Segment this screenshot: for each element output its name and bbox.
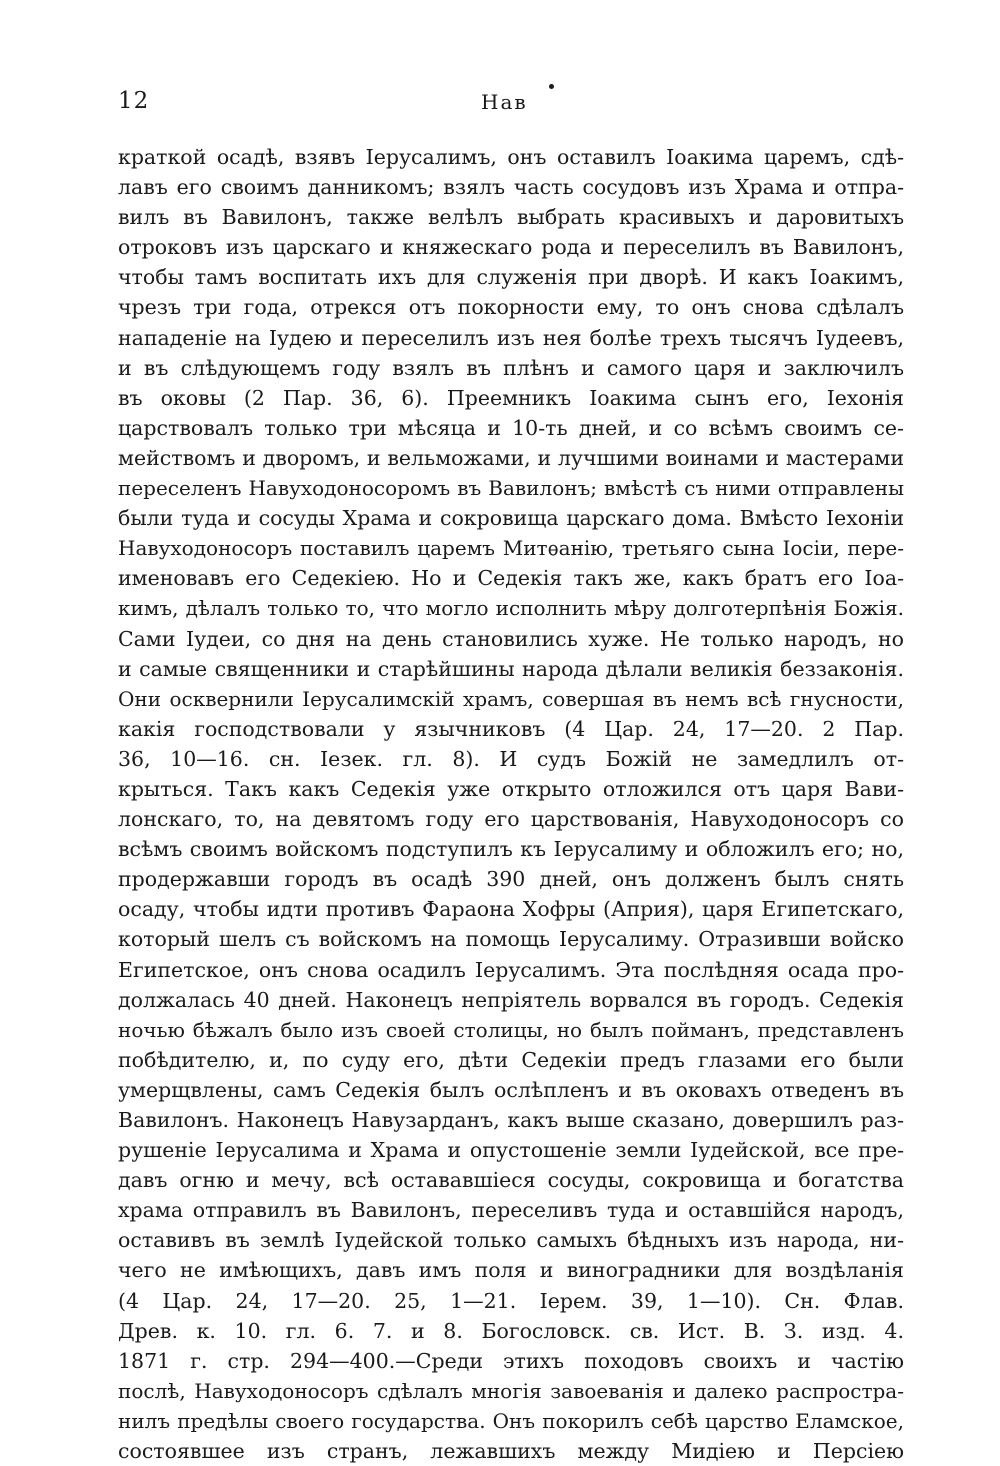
text-line: 36, 10—16. сн. Іезек. гл. 8). И судъ Божій не замедлилъ от- [118, 746, 904, 771]
page-number: 12 [118, 88, 150, 114]
text-line: ночью бѣжалъ было изъ своей столицы, но былъ пойманъ, представленъ [118, 1017, 904, 1042]
text-line: Они осквернили Іерусалимскій храмъ, совершая въ немъ всѣ гнусности, [118, 686, 904, 711]
text-line: какія господствовали у язычниковъ (4 Цар. 24, 17—20. 2 Пар. [118, 716, 904, 741]
text-line: всѣмъ своимъ войскомъ подступилъ къ Іерусалиму и обложилъ его; но, [118, 837, 904, 862]
text-line: храма отправилъ въ Вавилонъ, переселивъ туда и оставшійся народъ, [118, 1198, 904, 1223]
text-line: мействомъ и дворомъ, и вельможами, и лучшими воинами и мастерами [118, 445, 904, 470]
text-line: нилъ предѣлы своего государства. Онъ покорилъ себѣ царство Еламское, [118, 1408, 904, 1433]
ink-speck [549, 84, 554, 89]
text-line: чтобы тамъ воспитать ихъ для служенія при дворѣ. И какъ Іоакимъ, [118, 265, 904, 290]
text-line: должалась 40 дней. Наконецъ непріятель ворвался въ городъ. Седекія [118, 987, 904, 1012]
text-line: рушеніе Іерусалима и Храма и опустошеніе земли Іудейской, все пре- [118, 1138, 904, 1163]
text-line: чрезъ три года, отрекся отъ покорности ему, то онъ снова сдѣлалъ [118, 295, 904, 320]
text-line: нападеніе на Іудею и переселилъ изъ нея болѣе трехъ тысячъ Іудеевъ, [118, 325, 904, 350]
text-line: оставивъ въ землѣ Іудейской только самыхъ бѣдныхъ изъ народа, ни- [118, 1228, 904, 1253]
text-line: были туда и сосуды Храма и сокровища царскаго дома. Вмѣсто Іехоніи [118, 506, 904, 531]
text-line: крыться. Такъ какъ Седекія уже открыто отложился отъ царя Вави- [118, 776, 904, 801]
text-line: который шелъ съ войскомъ на помощь Іерусалиму. Отразивши войско [118, 927, 904, 952]
text-line: въ оковы (2 Пар. 36, 6). Преемникъ Іоакима сынъ его, Іехонія [118, 385, 904, 410]
text-line: побѣдителю, и, по суду его, дѣти Седекіи предъ глазами его были [118, 1047, 904, 1072]
text-line: послѣ, Навуходоносоръ сдѣлалъ многія завоеванія и далеко распростра- [118, 1378, 904, 1403]
text-line: вилъ въ Вавилонъ, также велѣлъ выбрать красивыхъ и даровитыхъ [118, 205, 904, 230]
text-line: царствовалъ только три мѣсяца и 10-ть дней, и со всѣмъ своимъ се- [118, 415, 904, 440]
text-line: умерщвлены, самъ Седекія былъ ослѣпленъ и въ оковахъ отведенъ въ [118, 1077, 904, 1102]
text-line: состоявшее изъ странъ, лежавшихъ между Мидіею и Персіею [118, 1439, 904, 1464]
body-text [118, 142, 904, 1466]
text-line: лонскаго, то, на девятомъ году его царствованія, Навуходоносоръ со [118, 807, 904, 832]
text-line: (4 Цар. 24, 17—20. 25, 1—21. Іерем. 39, 1—10). Сн. Флав. [118, 1288, 904, 1313]
text-line: переселенъ Навуходоносоромъ въ Вавилонъ; вмѣстѣ съ ними отправлены [118, 476, 904, 501]
text-line: Египетское, онъ снова осадилъ Іерусалимъ. Эта послѣдняя осада про- [118, 957, 904, 982]
text-line: и въ слѣдующемъ году взялъ въ плѣнъ и самого царя и заключилъ [118, 355, 904, 380]
text-line: 1871 г. стр. 294—400.—Среди этихъ походовъ своихъ и частію [118, 1348, 904, 1373]
text-line: отроковъ изъ царскаго и княжескаго рода и переселилъ въ Вавилонъ, [118, 235, 904, 260]
text-line: чего не имѣющихъ, давъ имъ поля и виноградники для воздѣланія [118, 1258, 904, 1283]
text-line: Древ. к. 10. гл. 6. 7. и 8. Богословск. св. Ист. В. З. изд. 4. [118, 1318, 904, 1343]
text-line: именовавъ его Седекіею. Но и Седекія такъ же, какъ братъ его Іоа- [118, 566, 904, 591]
text-line: продержавши городъ въ осадѣ 390 дней, онъ долженъ былъ снять [118, 867, 904, 892]
text-line: Вавилонъ. Наконецъ Навузарданъ, какъ выше сказано, довершилъ раз- [118, 1108, 904, 1132]
text-line: и самые священники и старѣйшины народа дѣлали великія беззаконія. [118, 656, 904, 681]
running-title: Нав [481, 90, 528, 114]
text-line: осаду, чтобы идти противъ Фараона Хофры (Априя), царя Египетскаго, [118, 897, 904, 922]
text-line: Сами Іудеи, со дня на день становились хуже. Не только народъ, но [118, 626, 904, 651]
text-line: давъ огню и мечу, всѣ остававшіеся сосуды, сокровища и богатства [118, 1168, 904, 1193]
text-line: краткой осадѣ, взявъ Іерусалимъ, онъ оставилъ Іоакима царемъ, сдѣ- [118, 145, 904, 169]
text-line: лавъ его своимъ данникомъ; взялъ часть сосудовъ изъ Храма и отпра- [118, 175, 904, 200]
running-head [118, 88, 898, 122]
text-line: кимъ, дѣлалъ только то, что могло исполнить мѣру долготерпѣнія Божія. [118, 596, 904, 621]
text-line: Навуходоносоръ поставилъ царемъ Митѳанію, третьяго сына Іосіи, пере- [118, 536, 904, 561]
